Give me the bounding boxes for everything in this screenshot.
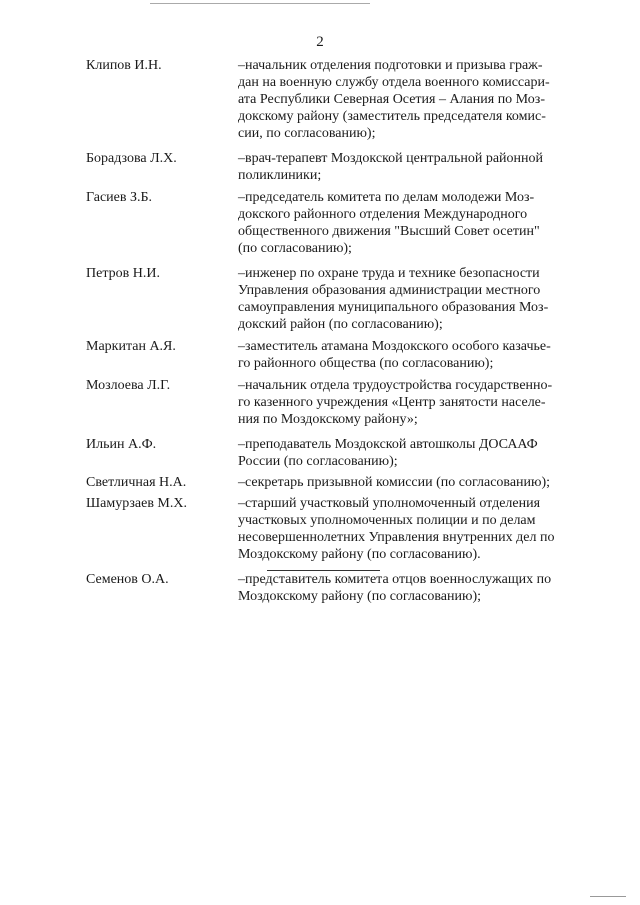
member-role-line: России (по согласованию);	[238, 454, 398, 469]
member-entry	[0, 338, 640, 372]
member-name: Ильин А.Ф.	[86, 437, 157, 452]
member-role-line: –врач-терапевт Моздокской центральной районной	[238, 151, 544, 166]
member-role-line: докского районного отделения Международного	[238, 207, 528, 222]
member-entry	[0, 150, 640, 184]
member-role-line: –председатель комитета по делам молодежи Моз-	[238, 190, 535, 205]
member-role-line: участковых уполномоченных полиции и по делам	[238, 513, 536, 528]
member-entry	[0, 265, 640, 333]
member-role-line: Моздокскому району (по согласованию).	[238, 547, 481, 562]
member-name: Гасиев З.Б.	[86, 190, 153, 205]
scan-artifact-top	[150, 3, 370, 4]
member-role	[238, 57, 560, 142]
member-role-line: Моздокскому району (по согласованию);	[238, 589, 481, 604]
member-role	[238, 377, 560, 428]
member-role	[238, 495, 560, 563]
member-role-line: –преподаватель Моздокской автошколы ДОСААФ	[238, 437, 538, 452]
member-name: Семенов О.А.	[86, 572, 169, 587]
page-number: 2	[316, 34, 324, 50]
member-role-line: ния по Моздокскому району»;	[238, 412, 418, 427]
member-name: Маркитан А.Я.	[86, 339, 176, 354]
member-name: Клипов И.Н.	[86, 58, 162, 73]
member-role-line: поликлиники;	[238, 168, 322, 183]
member-role-line: –представитель комитета отцов военнослужащих по	[238, 572, 552, 587]
member-role-line: –начальник отдела трудоустройства государственно-	[238, 378, 553, 393]
scan-artifact-bottom	[590, 896, 626, 897]
member-entry	[0, 57, 640, 142]
member-role-line: –начальник отделения подготовки и призыва граж-	[238, 58, 543, 73]
member-entry	[0, 571, 640, 605]
member-role-line: докский район (по согласованию);	[238, 317, 443, 332]
member-role-line: –секретарь призывной комиссии (по согласованию);	[238, 475, 551, 490]
member-name: Борадзова Л.Х.	[86, 151, 177, 166]
member-role-line: сии, по согласованию);	[238, 126, 376, 141]
closing-rule	[267, 570, 380, 571]
member-entry	[0, 377, 640, 428]
member-role	[238, 474, 560, 491]
member-entry	[0, 474, 640, 491]
member-role-line: ата Республики Северная Осетия – Алания по Моз-	[238, 92, 545, 107]
member-role-line: го районного общества (по согласованию);	[238, 356, 494, 371]
member-role	[238, 338, 560, 372]
member-name: Светличная Н.А.	[86, 475, 187, 490]
member-role	[238, 571, 560, 605]
member-role-line: общественного движения "Высший Совет осетин"	[238, 224, 540, 239]
member-role	[238, 189, 560, 257]
member-role-line: –заместитель атамана Моздокского особого казачье-	[238, 339, 551, 354]
commission-member-list	[0, 57, 640, 609]
member-role-line: Управления образования администрации местного	[238, 283, 541, 298]
member-role-line: го казенного учреждения «Центр занятости населе-	[238, 395, 546, 410]
member-role-line: самоуправления муниципального образования Моз-	[238, 300, 549, 315]
member-role-line: несовершеннолетних Управления внутренних дел по	[238, 530, 555, 545]
member-name: Петров Н.И.	[86, 266, 160, 281]
member-role-line: докскому району (заместитель председателя комис-	[238, 109, 546, 124]
member-role-line: дан на военную службу отдела военного комиссари-	[238, 75, 550, 90]
member-name: Шамурзаев М.Х.	[86, 496, 187, 511]
member-role-line: –старший участковый уполномоченный отделения	[238, 496, 541, 511]
member-role	[238, 150, 560, 184]
member-name: Мозлоева Л.Г.	[86, 378, 171, 393]
member-role-line: (по согласованию);	[238, 241, 352, 256]
member-role	[238, 265, 560, 333]
member-entry	[0, 189, 640, 257]
member-role	[238, 436, 560, 470]
member-entry	[0, 436, 640, 470]
member-entry	[0, 495, 640, 563]
member-role-line: –инженер по охране труда и технике безопасности	[238, 266, 540, 281]
